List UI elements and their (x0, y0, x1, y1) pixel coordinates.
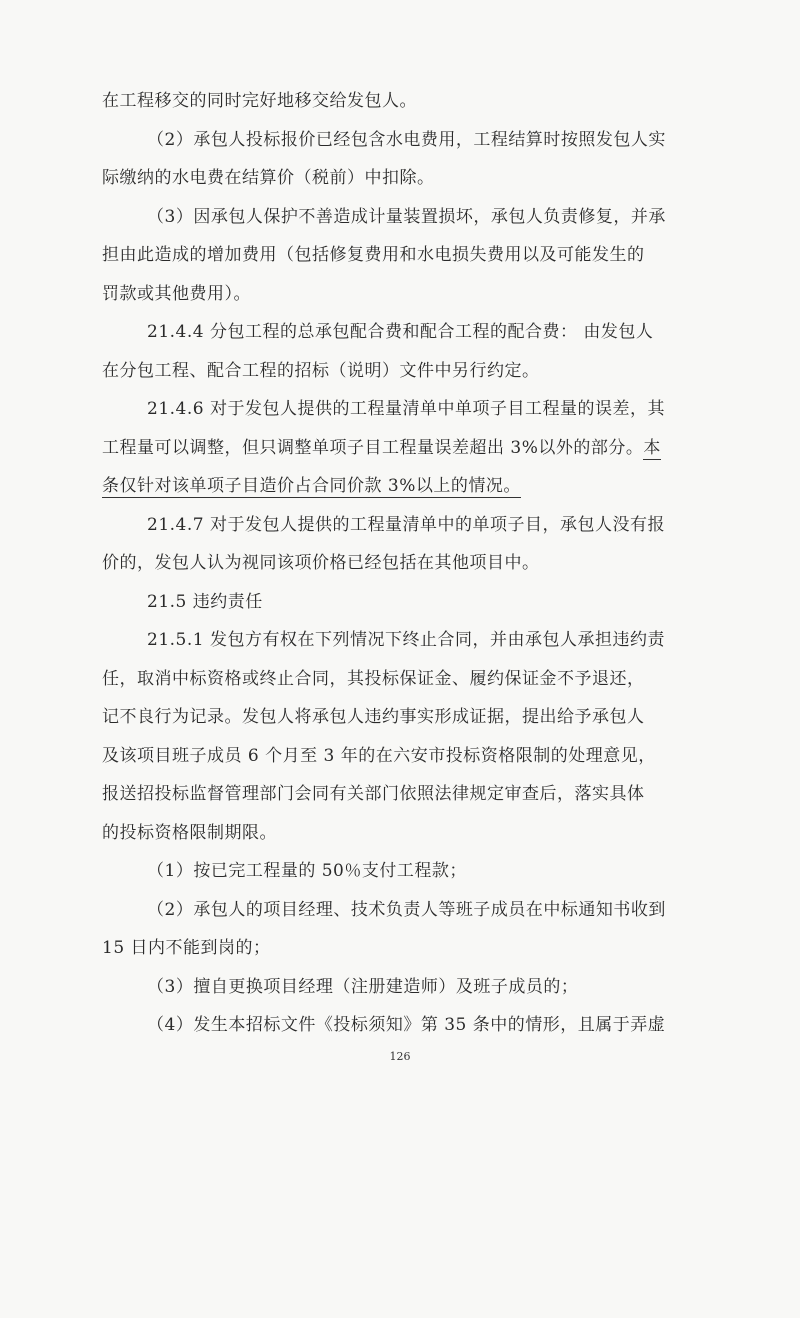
section-heading: 21.5 违约责任 (147, 592, 263, 612)
text-line: 罚款或其他费用）。 (102, 284, 251, 304)
text-line: （2）承包人投标报价已经包含水电费用，工程结算时按照发包人实 (147, 130, 666, 150)
text-line: 担由此造成的增加费用（包括修复费用和水电损失费用以及可能发生的 (102, 245, 645, 265)
text-line: 记不良行为记录。发包人将承包人违约事实形成证据，提出给予承包人 (102, 707, 645, 727)
text-line: 及该项目班子成员 6 个月至 3 年的在六安市投标资格限制的处理意见， (102, 746, 656, 766)
text-line: 21.4.6 对于发包人提供的工程量清单中单项子目工程量的误差，其 (147, 399, 665, 419)
text-line: 21.5.1 发包方有权在下列情况下终止合同，并由承包人承担违约责 (147, 630, 665, 650)
text-line (102, 474, 521, 498)
text-line: 21.4.7 对于发包人提供的工程量清单中的单项子目，承包人没有报 (147, 515, 665, 535)
text-line: （3）因承包人保护不善造成计量装置损坏，承包人负责修复，并承 (147, 207, 666, 227)
underlined-text: 条仅针对该单项子目造价占合同价款 3%以上的情况。 (102, 476, 521, 496)
list-item: （4）发生本招标文件《投标须知》第 35 条中的情形，且属于弄虚 (147, 1015, 666, 1035)
text-line: 在工程移交的同时完好地移交给发包人。 (102, 91, 417, 111)
text-line (102, 436, 661, 460)
text-line: 15 日内不能到岗的； (102, 938, 271, 958)
text-line: 21.4.4 分包工程的总承包配合费和配合工程的配合费： 由发包人 (147, 322, 654, 342)
text-line: 价的，发包人认为视同该项价格已经包括在其他项目中。 (102, 553, 540, 573)
text-segment: 工程量可以调整，但只调整单项子目工程量误差超出 3%以外的部分。 (102, 438, 644, 458)
text-line: 在分包工程、配合工程的招标（说明）文件中另行约定。 (102, 361, 540, 381)
text-line: 的投标资格限制期限。 (102, 823, 277, 843)
text-line: 报送招投标监督管理部门会同有关部门依照法律规定审查后，落实具体 (102, 784, 645, 804)
page-number: 126 (389, 1050, 411, 1063)
list-item: （3）擅自更换项目经理（注册建造师）及班子成员的； (147, 977, 579, 997)
underlined-text: 本 (643, 438, 661, 458)
text-line: 任，取消中标资格或终止合同，其投标保证金、履约保证金不予退还， (102, 669, 645, 689)
text-line: 际缴纳的水电费在结算价（税前）中扣除。 (102, 168, 435, 188)
list-item: （2）承包人的项目经理、技术负责人等班子成员在中标通知书收到 (147, 900, 666, 920)
list-item: （1）按已完工程量的 50％支付工程款； (147, 861, 467, 881)
